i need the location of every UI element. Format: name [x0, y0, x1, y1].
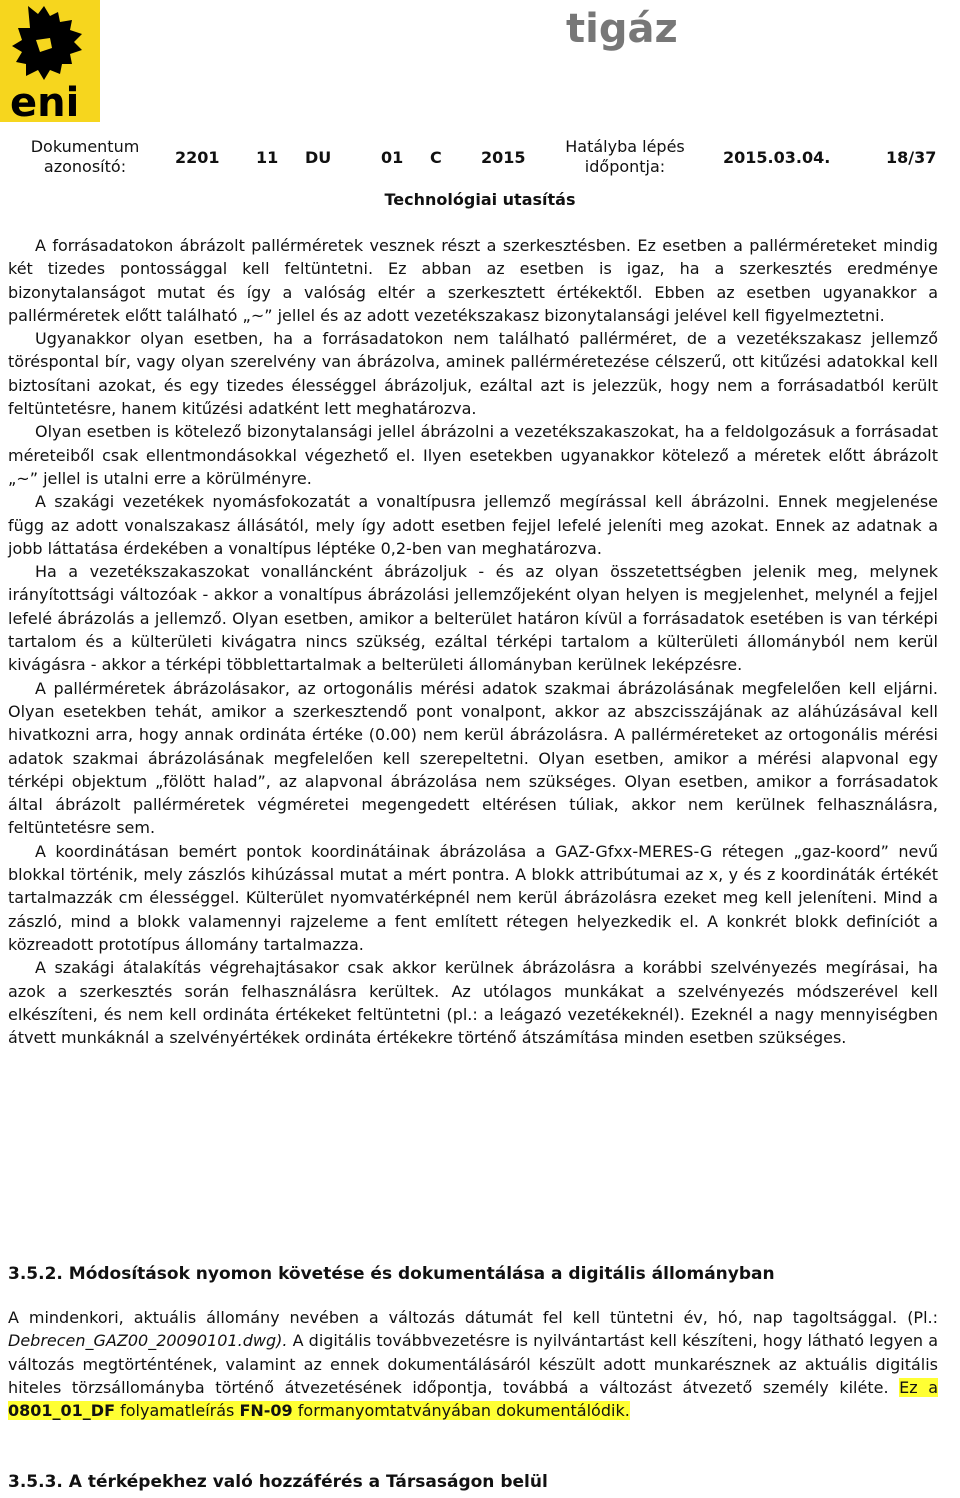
paragraph-6: A pallérméretek ábrázolásakor, az ortogonális mérési adatok szakmai ábrázolásának megfelelően kell eljárni. Olyan esetekben tehát, amikor a szerkesztendő pont vonalpont, akkor az abszcisszájának az aláhúzásával kell hivatkozni arra, hogy annak ordináta értéke (0.00) nem kerül ábrázolásra. A pallérméreteket az ortogonális mérési adatok szakmai ábrázolásának megfelelően kell szerepeltetni. Olyan esetben, amikor a mérési alapvonal egy térképi objektum „fölött halad”, az alapvonal ábrázolása nem szükséges. Olyan esetben, amikor a forrásadatok által ábrázolt pallérméretek végméretei megengedett eltérésen túliak, akkor nem kerülnek felhasználásra, feltüntetésre sem.	[8, 678, 938, 838]
paragraph-3: Olyan esetben is kötelező bizonytalansági jellel ábrázolni a vezetékszakaszokat, ha a feldolgozásuk a forrásadat méreteiből csak ellentmondásokkal végezhető el. Ilyen esetekben ugyanakkor kötelező a méretek előtt ábrázolt „~” jellel is utalni erre a körülményre.	[8, 422, 938, 488]
code-part-2: 11	[256, 148, 279, 167]
paragraph-2: Ugyanakkor olyan esetben, ha a forrásadatokon nem található pallérméret, de a vezetékszakasz jellemző töréspontal bír, vagy olyan szerelvény van ábrázolva, aminek pallérméretezése célszerű, ott kitűzési adatokkal kell biztosítani azokat, és egy tizedes élességgel ábrázoljuk, ezáltal azt is jelezzük, hogy nem a forrásadatból került feltüntetésre, hanem kitűzési adatként lett meghatározva.	[8, 329, 938, 419]
effective-date: 2015.03.04.	[723, 148, 831, 167]
effective-label-1: Hatályba lépés	[565, 137, 685, 156]
hl-part-2: folyamatleírás	[115, 1401, 240, 1421]
tigaz-wordmark: tigáz	[566, 6, 676, 52]
example-filename: Debrecen_GAZ00_20090101.dwg).	[8, 1331, 288, 1351]
code-part-5: C	[430, 148, 442, 167]
paragraph-5: Ha a vezetékszakaszokat vonalláncként ábrázoljuk - és az olyan összetettségben jelenik meg, melynek irányítottsági változóak - akkor a vonaltípus ábrázolási jellemzőjeként olyan helyen is megjelenhet, melynél a fejjel lefelé ábrázolás a jellemző. Olyan esetben, amikor a belterület határon kívül a forrásadatok esetében is van térképi tartalom és a külterületi kivágatra nincs szükség, ezáltal térképi tartalom a külterületi állományból nem kerül kivágásra - akkor a térképi többlettartalmak a belterületi állományban kerülnek leképzésre.	[8, 562, 938, 675]
code-part-6: 2015	[481, 148, 526, 167]
form-code: FN-09	[239, 1401, 293, 1421]
s352-text-b: A digitális továbbvezetésre is nyilvántartást kell készíteni, hogy látható legyen a változás megtörténtének, valamint az ennek dokumentálásáról készült adott munkarésznek az aktuális digitális hiteles törzsállományba történő átvezetésének időpontja, továbbá a változást átvezető személy kiléte.	[8, 1331, 938, 1397]
section-3-5-2-paragraph	[8, 1306, 938, 1422]
page-number: 18/37	[886, 148, 937, 167]
document-header	[0, 0, 960, 240]
eni-wordmark: eni	[10, 80, 80, 122]
section-3-5-3-title: 3.5.3. A térképekhez való hozzáférés a Társaságon belül	[8, 1472, 548, 1492]
section-3-5-2-title: 3.5.2. Módosítások nyomon követése és dokumentálása a digitális állományban	[8, 1264, 775, 1284]
section-3-5-2-text	[8, 1306, 938, 1422]
code-part-3: DU	[305, 148, 332, 167]
document-type: Technológiai utasítás	[384, 190, 576, 209]
code-part-4: 01	[381, 148, 404, 167]
doc-id-label-2: azonosító:	[43, 157, 127, 176]
code-part-1: 2201	[175, 148, 220, 167]
paragraph-8: A szakági átalakítás végrehajtásakor csak akkor kerülnek ábrázolásra a korábbi szelvényezés megírásai, ha azok a szerkesztés során felhasználásra kerültek. Az utólagos munkákat a szelvényezés módszerével kell elkészíteni, és nem kell ordináta értékeket feltüntetni (pl.: a leágazó vezetékeknél). Ezeknél a nagy mennyiségben átvett munkáknál a szelvényértékek ordináta értékekre történő átszámítása minden esetben szükséges.	[8, 958, 938, 1048]
paragraph-7: A koordinátásan bemért pontok koordinátáinak ábrázolása a GAZ-Gfxx-MERES-G rétegen „gaz-koord” nevű blokkal történik, mely zászlós kihúzással mutat a mért pontra. A blokk attribútumai az x, y és z koordináták értékét tartalmazzák cm élességgel. Külterület nyomvatérképnél nem kerül ábrázolásra ezeket meg kell jeleníteni. Mind a zászló, mind a blokk valamennyi rajzeleme a fent említett rétegen helyezkedik el. A konkrét blokk definíciót a közreadott prototípus állomány tartalmazza.	[8, 841, 938, 954]
s352-text-a: A mindenkori, aktuális állomány nevében a változás dátumát fel kell tüntetni év, hó, nap tagoltsággal. (Pl.:	[8, 1308, 938, 1327]
doc-id-label-1: Dokumentum	[30, 137, 140, 156]
paragraph-1: A forrásadatokon ábrázolt pallérméretek vesznek részt a szerkesztésben. Ez esetben a pallérméreteket mindig két tizedes pontossággal kell feltüntetni. Ez abban az esetben is igaz, ha a szerkesztés eredménye bizonytalanságot mutat és így a valóság eltér a szerkesztett értékektől. Ebben az esetben ugyanakkor a pallérméretek előtt található „~” jellel és az adott vezetékszakasz bizonytalansági jelével kell figyelmeztetni.	[8, 236, 938, 325]
paragraph-4: A szakági vezetékek nyomásfokozatát a vonaltípusra jellemző megírással kell ábrázolni. Ennek megjelenése függ az adott vonalszakasz állásától, mely így adott esetben fejjel lefelé jeleníti meg azokat. Ennek az adatnak a jobb láttatása érdekében a vonaltípus léptéke 0,2-ben van meghatározva.	[8, 492, 938, 558]
effective-label-2: időpontja:	[584, 157, 666, 176]
process-code: 0801_01_DF	[8, 1401, 116, 1421]
body-text	[8, 234, 938, 1049]
hl-part-1: Ez a	[899, 1377, 938, 1397]
hl-part-3: formanyomtatványában dokumentálódik.	[292, 1401, 630, 1421]
